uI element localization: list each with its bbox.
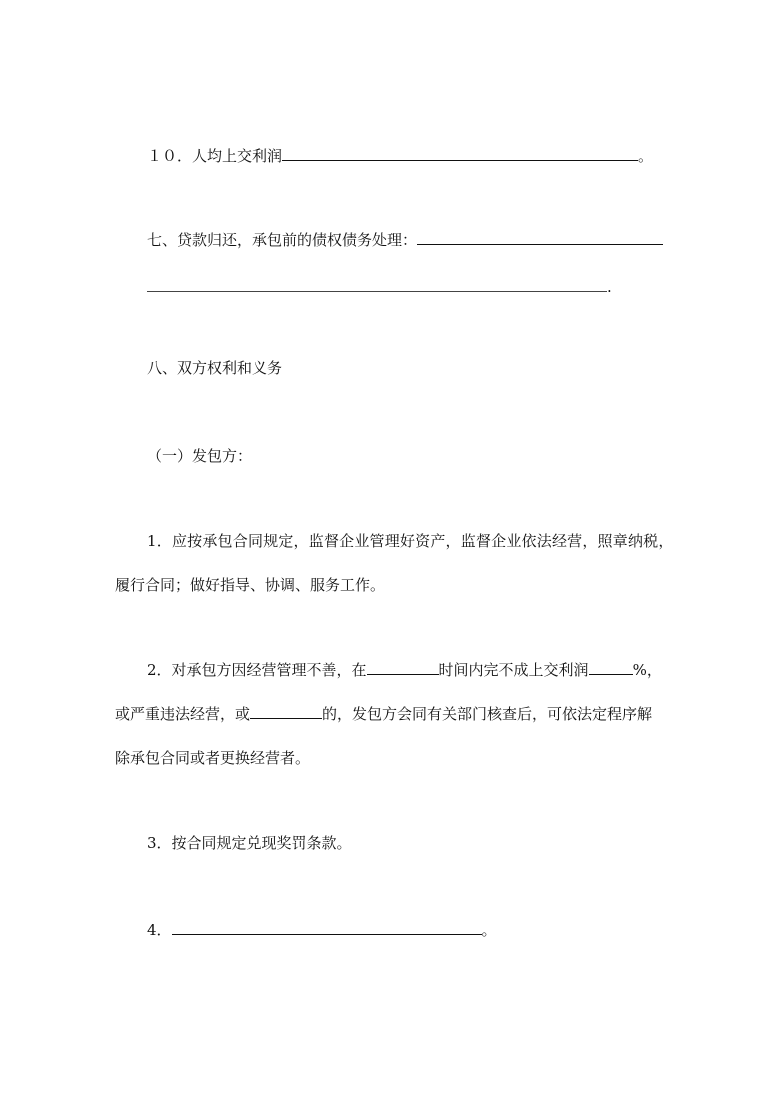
para-2-blank-time (367, 660, 439, 675)
para-2-blank-percent (589, 660, 633, 675)
section-7 (147, 230, 663, 250)
para-3: 3．按合同规定兑现奖罚条款。 (147, 834, 352, 852)
section-7-blank-1 (417, 230, 663, 245)
section-7-blank-2 (147, 277, 607, 292)
item-10-label: １０．人均上交利润 (147, 147, 283, 165)
para-4-end: 。 (481, 921, 497, 939)
para-2-b: 时间内完不成上交利润 (438, 661, 589, 679)
section-7-end: . (607, 278, 612, 296)
section-7-cont (147, 277, 612, 297)
section-8-title: 八、双方权利和义务 (147, 359, 283, 377)
item-10-blank (282, 146, 638, 161)
para-2-d: 或严重违法经营，或 (115, 705, 251, 723)
para-2-line-3: 除承包合同或者更换经营者。 (115, 749, 311, 767)
para-4-blank (172, 920, 482, 935)
item-10-end: 。 (638, 147, 654, 165)
para-2-a: 2．对承包方因经营管理不善，在 (147, 661, 367, 679)
para-2-c: %， (632, 661, 662, 679)
item-10 (147, 146, 653, 166)
para-2-line-2 (115, 704, 652, 724)
para-4 (147, 920, 497, 940)
party-1-title: （一）发包方： (147, 447, 253, 465)
para-1-line-1: 1．应按承包合同规定，监督企业管理好资产，监督企业依法经营，照章纳税， (147, 532, 674, 550)
section-7-label: 七、贷款归还，承包前的债权债务处理： (147, 231, 418, 249)
para-4-label: 4． (147, 921, 172, 939)
para-2-blank-other (250, 704, 322, 719)
para-2-line-1 (147, 660, 662, 680)
para-1-line-2: 履行合同；做好指导、协调、服务工作。 (115, 576, 386, 594)
para-2-e: 的，发包方会同有关部门核查后，可依法定程序解 (322, 705, 653, 723)
